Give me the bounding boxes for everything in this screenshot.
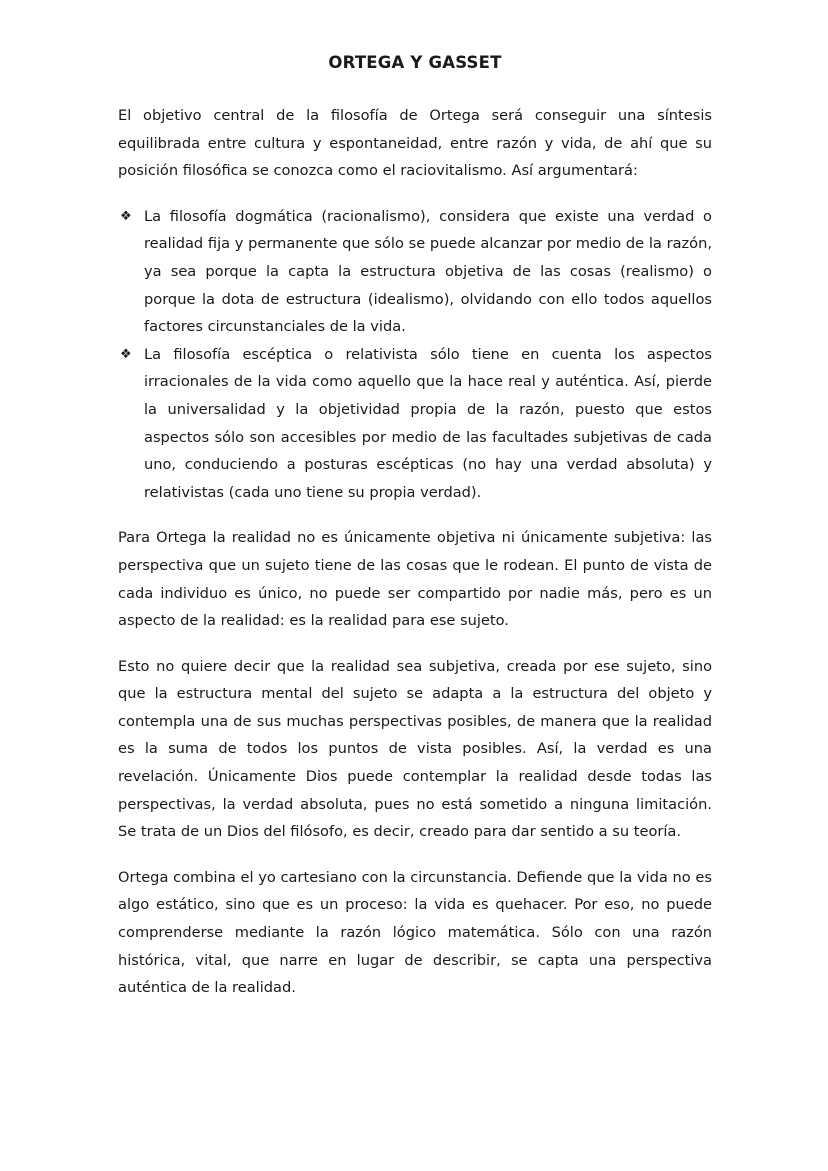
list-item xyxy=(118,341,712,507)
list-item-text: La filosofía escéptica o relativista sólo tiene en cuenta los aspectos irracionales de la vida como aquello que la hace real y auténtica. Así, pierde la universalidad y la objetividad propia de la razón, puesto que estos aspectos sólo son accesibles por medio de las facultades subjetivas de cada uno, conduciendo a posturas escépticas (no hay una verdad absoluta) y relativistas (cada uno tiene su propia verdad). xyxy=(144,345,712,501)
document-page xyxy=(118,50,712,1020)
body-paragraph: Ortega combina el yo cartesiano con la circunstancia. Defiende que la vida no es algo estático, sino que es un proceso: la vida es quehacer. Por eso, no puede comprenderse mediante la razón lógico matemática. Sólo con una razón histórica, vital, que narre en lugar de describir, se capta una perspectiva auténtica de la realidad. xyxy=(118,868,712,997)
bullet-list xyxy=(118,203,712,507)
intro-paragraph: El objetivo central de la filosofía de Ortega será conseguir una síntesis equilibrada entre cultura y espontaneidad, entre razón y vida, de ahí que su posición filosófica se conozca como el raciovitalismo. Así argumentará: xyxy=(118,107,712,180)
body-paragraph: Para Ortega la realidad no es únicamente objetiva ni únicamente subjetiva: las perspectiva que un sujeto tiene de las cosas que le rodean. El punto de vista de cada individuo es único, no puede ser compartido por nadie más, pero es un aspecto de la realidad: es la realidad para ese sujeto. xyxy=(118,529,712,630)
page-title: ORTEGA Y GASSET xyxy=(328,53,502,72)
diamond-bullet-icon: ❖ xyxy=(120,208,132,224)
diamond-bullet-icon: ❖ xyxy=(120,346,132,362)
list-item-text: La filosofía dogmática (racionalismo), considera que existe una verdad o realidad fija y permanente que sólo se puede alcanzar por medio de la razón, ya sea porque la capta la estructura objetiva de las cosas (realismo) o porque la dota de estructura (idealismo), olvidando con ello todos aquellos factores circunstanciales de la vida. xyxy=(144,207,712,336)
list-item xyxy=(118,203,712,341)
body-paragraph: Esto no quiere decir que la realidad sea subjetiva, creada por ese sujeto, sino que la estructura mental del sujeto se adapta a la estructura del objeto y contempla una de sus muchas perspectivas posibles, de manera que la realidad es la suma de todos los puntos de vista posibles. Así, la verdad es una revelación. Únicamente Dios puede contemplar la realidad desde todas las perspectivas, la verdad absoluta, pues no está sometido a ninguna limitación. Se trata de un Dios del filósofo, es decir, creado para dar sentido a su teoría. xyxy=(118,657,712,841)
